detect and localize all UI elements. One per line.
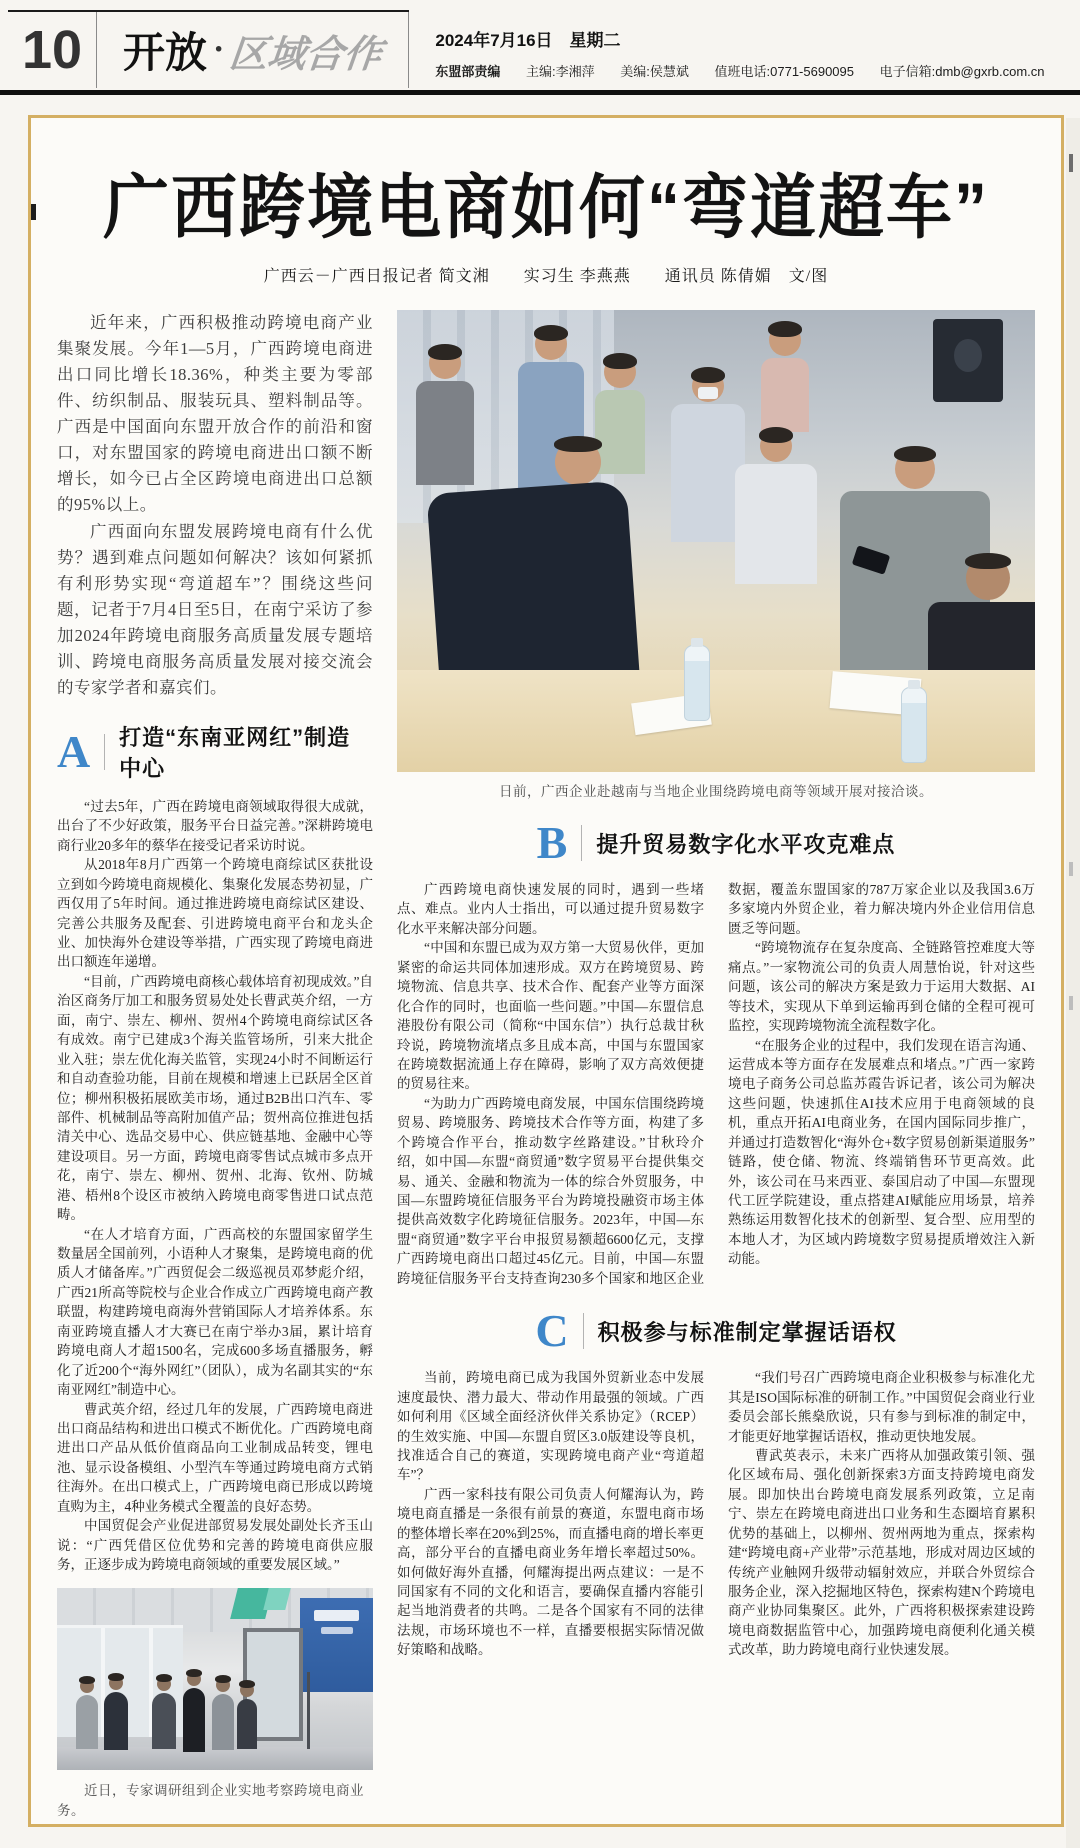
person-silhouette	[735, 430, 817, 584]
chief-editor: 主编:李湘萍	[526, 64, 595, 79]
byline: 广西云－广西日报记者 简文湘 实习生 李燕燕 通讯员 陈倩媚 文/图	[263, 268, 829, 285]
blue-company-sign	[300, 1598, 373, 1693]
right-region	[397, 310, 1035, 1819]
photo-meeting	[397, 310, 1035, 772]
lead-block	[57, 310, 373, 701]
section-c-letter: C	[535, 1305, 569, 1357]
left-column	[57, 310, 373, 1819]
section-b-letter: B	[536, 817, 568, 868]
desk-label: 东盟部责编	[435, 64, 501, 79]
section-b-header	[397, 817, 1035, 868]
lead-paragraph: 近年来，广西积极推动跨境电商产业集聚发展。今年1—5月，广西跨境电商进出口同比增长18.36%，种类主要为零部件、纺织制品、服装玩具、塑料制品等。广西是中国面向东盟开放合作的前沿和窗口，对东盟国家的跨境电商进出口额不断增长，如今已占全区跨境电商进出口总额的95%以上。	[57, 313, 373, 515]
meeting-table	[397, 670, 1035, 772]
body-paragraph: 曹武英介绍，经过几年的发展，广西跨境电商进出口商品结构和进出口模式不断优化。广西跨境电商进出口产品从低价值商品向工业制成品转变，锂电池、显示设备模组、小型汽车等通过跨境电商方式销往海外。在出口模式上，广西跨境电商已形成以跨境直购为主，4种业务模式全覆盖的良好态势。	[57, 1401, 373, 1514]
duty-phone: 值班电话:0771-5690095	[714, 64, 854, 79]
masthead-cells	[8, 10, 409, 88]
person-silhouette	[183, 1672, 205, 1752]
person-silhouette	[761, 324, 809, 432]
speaker-cabinet	[933, 319, 1003, 402]
section-a-letter: A	[57, 725, 91, 777]
section-c-text	[397, 1368, 1035, 1660]
section-c-header	[397, 1305, 1035, 1357]
section-name	[97, 12, 409, 88]
section-name-light: 区域合作	[227, 33, 385, 76]
section-a-title: 打造“东南亚网红”制造中心	[119, 724, 351, 781]
photo-caption: 日前，广西企业赴越南与当地企业围绕跨境电商等领域开展对接洽谈。	[499, 784, 933, 799]
person-silhouette	[212, 1678, 234, 1750]
body-paragraph: 广西一家科技有限公司负责人何耀海认为，跨境电商直播是一条很有前景的赛道，东盟电商市场的整体增长率在20%到25%，而直播电商的增长率更高，部分平台的直播电商业务年增长率超过50%。如何做好海外直播，何耀海提出两点建议：一是不同国家有不同的文化和语言，要确保直播内容能引起当地消费者的共鸣。二是各个国家有不同的法律法规，市场环境也不一样，直播要根据实际情况做好策略和战略。	[397, 1486, 704, 1658]
art-editor: 美编:侯慧斌	[620, 64, 689, 79]
body-paragraph: “我们号召广西跨境电商企业积极参与标准化尤其是ISO国际标准的研制工作。”中国贸促会商业行业委员会部长熊燊欣说，只有参与到标准的制定中，才能更好地掌握话语权，推动更快地发展。	[728, 1370, 1035, 1444]
person-silhouette	[104, 1676, 128, 1750]
masthead-info	[409, 10, 1066, 88]
water-bottle	[684, 645, 710, 721]
body-paragraph: 从2018年8月广西第一个跨境电商综试区获批设立到如今跨境电商规模化、集聚化发展态势初显，广西仅用了5年时间。通过推进跨境电商综试区建设、完善公共服务及配套、引进跨境电商平台和龙头企业、加快海外仓建设等举措，广西实现了跨境电商进出口额连年递增。	[57, 857, 373, 970]
person-silhouette	[237, 1683, 257, 1749]
section-name-bold: 开放	[123, 29, 208, 76]
issue-date: 2024年7月16日 星期二	[435, 31, 621, 50]
lead-paragraph: 广西面向东盟发展跨境电商有什么优势？遇到难点问题如何解决？该如何紧抓有利形势实现“弯道超车”？围绕这些问题，记者于7月4日至5日，在南宁采访了参加2024年跨境电商服务高质量发展专题培训、跨境电商服务高质量发展对接交流会的专家学者和嘉宾们。	[57, 521, 373, 697]
body-paragraph: “为助力广西跨境电商发展，中国东信围绕跨境贸易、跨境服务、跨境技术合作等方面，构建了多个跨境合作平台，推动数字丝路建设。”甘秋玲介绍，如中国—东盟“商贸通”数字贸易平台提供集交易、通关、金融和物流为一体的综合外贸服务，中国—东盟跨境征信服务平台为跨境投融资市场主体提供高效数字化跨境征信服务。2023年，中国—东盟“商贸通”数字平台申报贸易额超6600亿元，支撑广西跨境电商出口超过45亿元。目前，中国—东盟跨境征信服务平台支持查询230多个国家和地区企业数据，覆盖东盟国家的787万家企业以及我国3.6万多家境内外贸企业，着力解决境内外企业信用信息匮乏等问题。	[397, 882, 1035, 1286]
person-silhouette	[152, 1677, 176, 1749]
article-frame	[28, 115, 1064, 1827]
water-bottle	[901, 687, 927, 763]
body-paragraph: “跨境物流存在复杂度高、全链路管控难度大等痛点。”一家物流公司的负责人周慧怡说，针对这些问题，该公司的解决方案是致力于运用大数据、AI等技术，实现从下单到运输再到仓储的全程可视可监控，实现跨境物流全流程数字化。	[728, 940, 1035, 1034]
article-columns	[57, 310, 1035, 1819]
masthead	[8, 10, 1066, 88]
adjacent-page-edge	[1066, 118, 1080, 1848]
photo-site-visit	[57, 1588, 373, 1770]
body-paragraph: 曹武英表示，未来广西将从加强政策引领、强化区域布局、强化创新探索3方面支持跨境电商发展。即加快出台跨境电商发展系列政策，立足南宁、崇左在跨境电商进出口业务和生态圈培育累积优势的基础上，以柳州、贺州两地为重点，探索构建“跨境电商+产业带”示范基地，形成对周边区域的传统产业触网升级带动辐射效应，并联合外贸综合服务企业，深入挖掘地区特色，探索构建N个跨境电商产业协同集聚区。此外，广西将积极探索建设跨境电商数据监管中心，加强跨境电商便利化通关模式改革，助力跨境电商行业快速发展。	[728, 1447, 1035, 1658]
section-b-title: 提升贸易数字化水平攻克难点	[596, 831, 896, 857]
body-paragraph: “中国和东盟已成为双方第一大贸易伙伴，更加紧密的命运共同体加速形成。双方在跨境贸易、跨境物流、信息共享、技术合作、配套产业等方面深化合作的同时，也面临一些问题。”中国—东盟信息港股份有限公司（简称“中国东信”）执行总裁甘秋玲说，跨境物流堵点多且成本高，中国与东盟国家在跨境数据流通上存在障碍，影响了双方高效便捷的贸易往来。	[397, 940, 704, 1092]
stanchion-pole	[307, 1672, 310, 1748]
body-paragraph: “在人才培育方面，广西高校的东盟国家留学生数量居全国前列，小语种人才聚集，是跨境电商的优质人才储备库。”广西贸促会二级巡视员邓梦彪介绍，广西21所高等院校与企业合作成立广西跨境电商产教联盟，构建跨境电商海外营销国际人才培养体系。东南亚跨境直播人才大赛已在南宁举办3届，累计培育跨境电商人才超1500名，完成600多场直播服务，孵化了近200个“海外网红”（团队），成为名副其实的“东南亚网红”制造中心。	[57, 1226, 373, 1398]
body-paragraph: “过去5年，广西在跨境电商领域取得很大成就，出台了不少好政策，服务平台日益完善。”深耕跨境电商行业20多年的蔡华在接受记者采访时说。	[57, 798, 373, 853]
section-divider	[583, 1313, 584, 1349]
section-divider	[104, 734, 105, 770]
person-silhouette	[76, 1679, 98, 1749]
print-mark	[28, 204, 36, 220]
body-paragraph: “在服务企业的过程中，我们发现在语言沟通、运营成本等方面存在发展难点和堵点。”广西一家跨境电子商务公司总监苏霞告诉记者，该公司为解决这些问题，快速抓住AI技术应用于电商领域的良机，重点开拓AI电商业务，在国内国际同步推广，并通过打造数智化“海外仓+数字贸易创新渠道服务”链路，使仓储、物流、终端销售环节更高效。此外，该公司在马来西亚、泰国启动了中国—东盟现代工匠学院建设，重点搭建AI赋能应用场景，培养熟练运用数智化技术的创新型、复合型、应用型的本地人才，为区域内跨境数字贸易提质增效注入新动能。	[728, 1037, 1035, 1267]
masthead-rule	[0, 90, 1080, 95]
page-number: 10	[8, 12, 97, 88]
photo-caption: 近日，专家调研组到企业实地考察跨境电商业务。	[57, 1783, 364, 1819]
email-address: 电子信箱:dmb@gxrb.com.cn	[879, 64, 1045, 79]
section-c-title: 积极参与标准制定掌握话语权	[597, 1319, 897, 1345]
staff-line	[435, 61, 1066, 80]
section-name-dot: ·	[213, 31, 225, 68]
section-divider	[581, 825, 582, 861]
section-a-header	[57, 721, 373, 783]
headline: 广西跨境电商如何“弯道超车”	[103, 168, 989, 247]
body-paragraph: 广西跨境电商快速发展的同时，遇到一些堵点、难点。业内人士指出，可以通过提升贸易数字化水平来解决部分问题。	[397, 882, 704, 936]
body-paragraph: “目前，广西跨境电商核心载体培育初现成效。”自治区商务厅加工和服务贸易处处长曹武英介绍，一方面，南宁、崇左、柳州、贺州4个跨境电商综试区各有成效。南宁已建成3个海关监管场所，引来大批企业入驻；崇左优化海关监管，实现24小时不间断运行和自动查验功能，目前在规模和增速上已跃居全区首位；柳州积极拓展欧美市场，通过B2B出口汽车、零部件、机械制品等高附加值产品；贺州高位推进包括清关中心、选品交易中心、供应链基地、金融中心等建设项目。另一方面，跨境电商零售试点城市多点开花，南宁、崇左、柳州、贺州、北海、钦州、防城港、梧州8个设区市被纳入跨境电商零售进口试点范畴。	[57, 973, 373, 1223]
body-paragraph: 当前，跨境电商已成为我国外贸新业态中发展速度最快、潜力最大、带动作用最强的领域。广西如何利用《区域全面经济伙伴关系协定》（RCEP）的生效实施、中国—东盟自贸区3.0版建设等良机，找准适合自己的赛道，实现跨境电商产业“弯道超车”？	[397, 1370, 704, 1483]
section-b-text	[397, 880, 1035, 1288]
body-paragraph: 中国贸促会产业促进部贸易发展处副处长齐玉山说：“广西凭借区位优势和完善的跨境电商供应服务，正逐步成为跨境电商领域的重要发展区域。”	[57, 1518, 373, 1572]
